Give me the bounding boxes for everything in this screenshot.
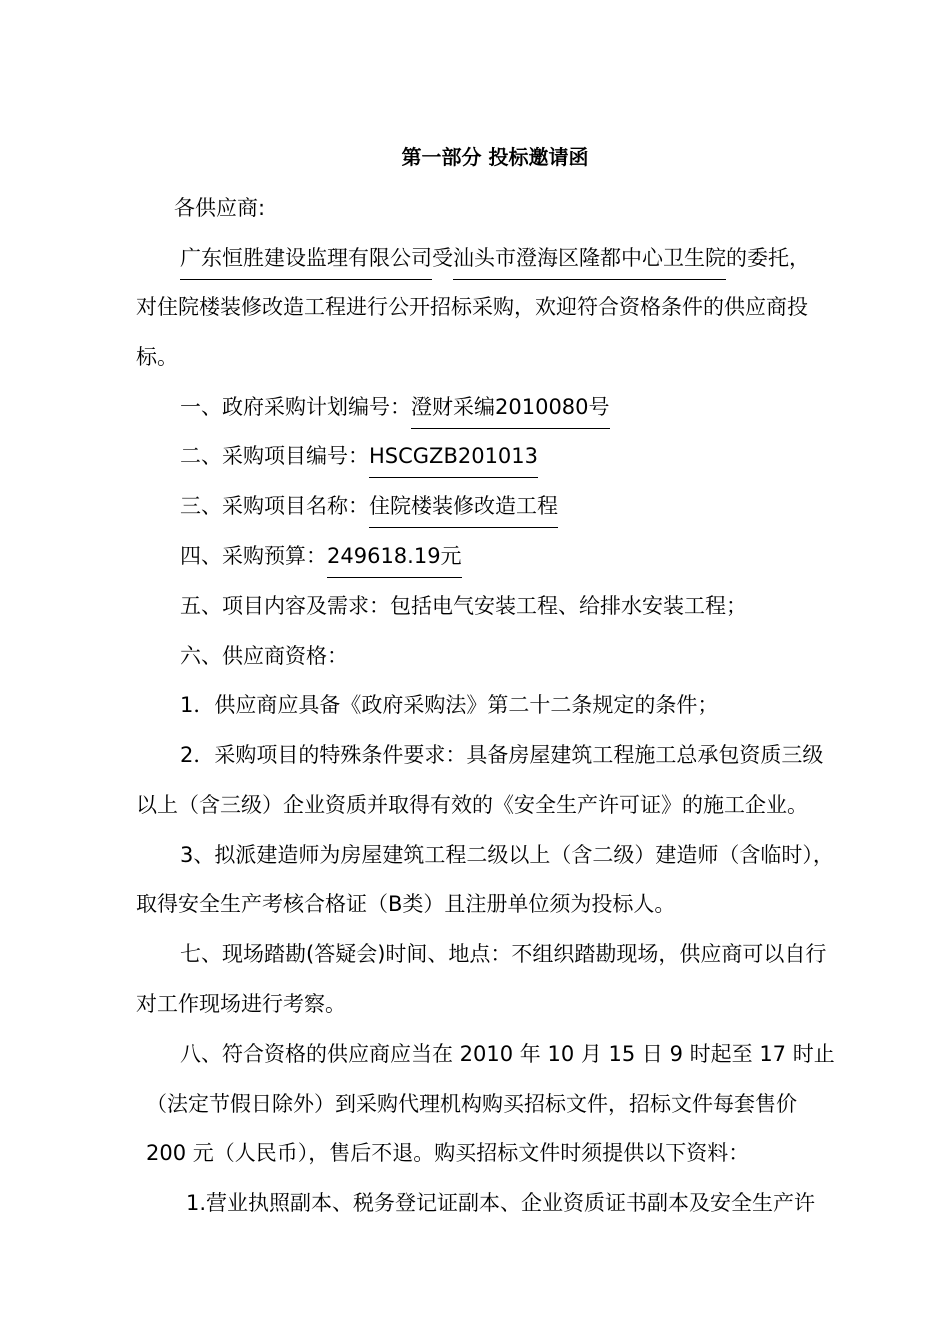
site-visit-line-2: 对工作现场进行考察。	[136, 992, 346, 1016]
page-title: 第一部分 投标邀请函	[401, 145, 589, 169]
project-name	[180, 491, 558, 528]
document-1: 1.营业执照副本、税务登记证副本、企业资质证书副本及安全生产许	[186, 1191, 816, 1215]
intro-tail: 的委托，	[726, 246, 810, 270]
project-name-value: 住院楼装修改造工程	[369, 491, 558, 528]
site-visit-line-1: 七、现场踏勘(答疑会)时间、地点：不组织踏勘现场，供应商可以自行	[180, 942, 827, 966]
project-content: 五、项目内容及需求：包括电气安装工程、给排水安装工程；	[180, 594, 747, 618]
intro-line-1	[180, 243, 810, 280]
budget-value: 249618.19元	[327, 541, 462, 578]
qualification-2-line-1: 2．采购项目的特殊条件要求：具备房屋建筑工程施工总承包资质三级	[180, 743, 824, 767]
qualification-3-line-2: 取得安全生产考核合格证（B类）且注册单位须为投标人。	[136, 892, 676, 916]
salutation: 各供应商:	[174, 196, 266, 220]
intro-line-2: 对住院楼装修改造工程进行公开招标采购，欢迎符合资格条件的供应商投	[136, 295, 808, 319]
plan-number	[180, 392, 610, 429]
purchase-line-1: 八、符合资格的供应商应当在 2010 年 10 月 15 日 9 时起至 17 时止	[180, 1042, 835, 1066]
agent-name: 广东恒胜建设监理有限公司	[180, 243, 432, 280]
qualification-heading: 六、供应商资格：	[180, 644, 348, 668]
project-number	[180, 441, 538, 478]
project-name-label: 三、采购项目名称：	[180, 494, 369, 518]
intro-shou: 受	[432, 246, 453, 270]
plan-number-value: 澄财采编2010080号	[411, 392, 610, 429]
purchase-line-2: （法定节假日除外）到采购代理机构购买招标文件，招标文件每套售价	[146, 1092, 797, 1116]
client-name: 汕头市澄海区隆都中心卫生院	[453, 243, 726, 280]
purchase-line-3: 200 元（人民币），售后不退。购买招标文件时须提供以下资料：	[146, 1141, 750, 1165]
plan-number-label: 一、政府采购计划编号：	[180, 395, 411, 419]
project-number-label: 二、采购项目编号：	[180, 444, 369, 468]
intro-line-3: 标。	[136, 345, 178, 369]
project-number-value: HSCGZB201013	[369, 441, 538, 478]
budget-label: 四、采购预算：	[180, 544, 327, 568]
qualification-2-line-2: 以上（含三级）企业资质并取得有效的《安全生产许可证》的施工企业。	[136, 793, 808, 817]
qualification-1: 1．供应商应具备《政府采购法》第二十二条规定的条件；	[180, 693, 719, 717]
budget	[180, 541, 462, 578]
qualification-3-line-1: 3、拟派建造师为房屋建筑工程二级以上（含二级）建造师（含临时），	[180, 843, 834, 867]
